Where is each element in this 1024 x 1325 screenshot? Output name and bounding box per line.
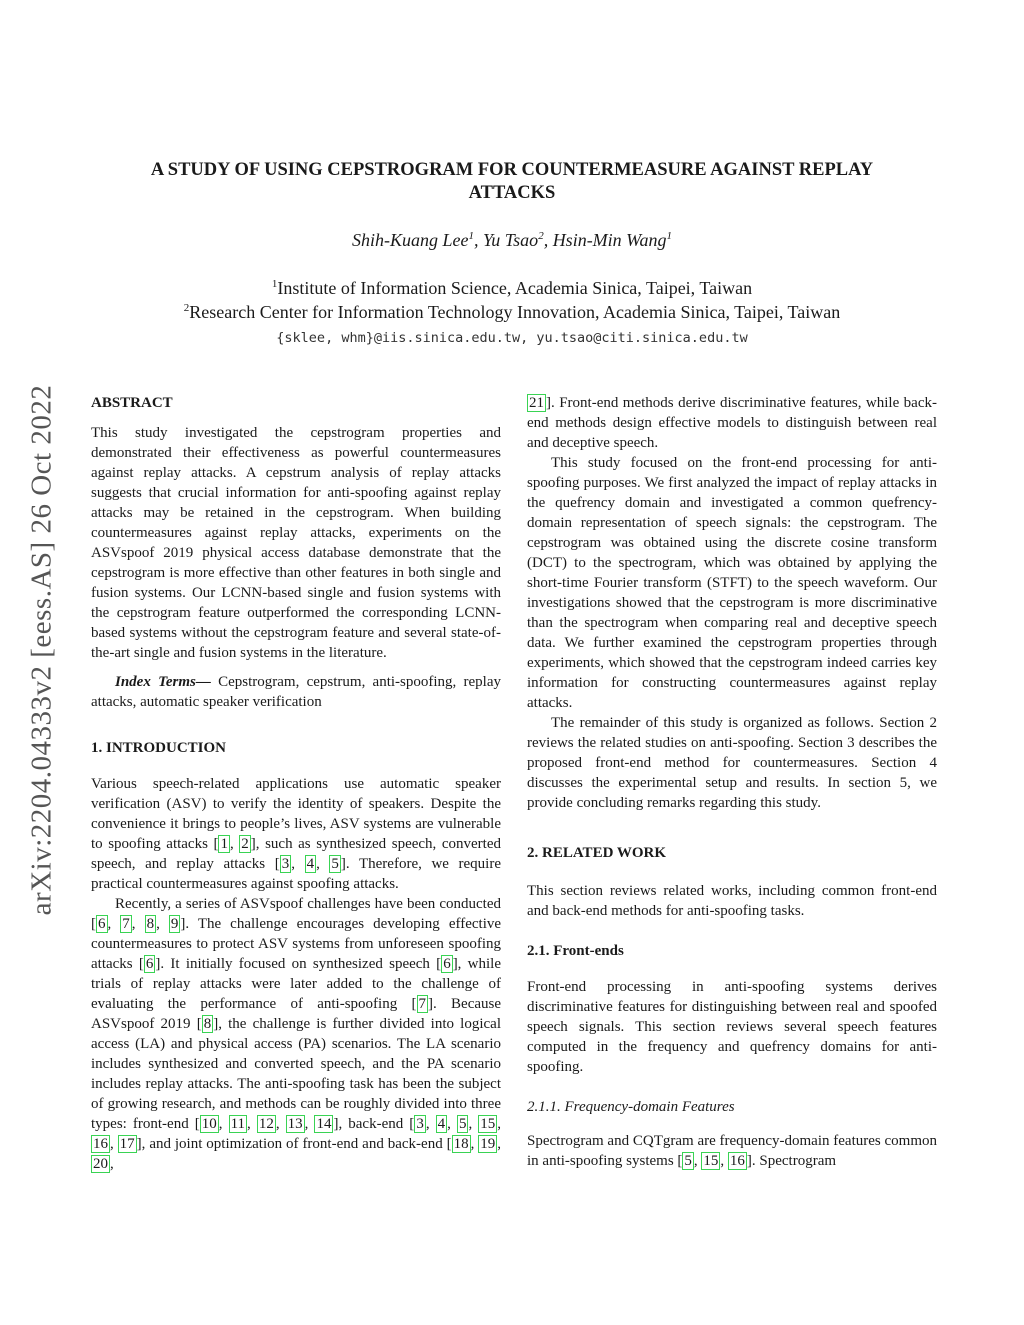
intro-paragraph-4: This study focused on the front-end processing for anti-spoofing purposes. We first analyzed the impact of replay attacks in the quefrency domain and investigated a common quefrency-domain representation of speech signals: the cepstrogram. The cepstrogram was obtained using the discrete cosine transform (DCT) to the spectrogram, which was obtained by applying the short-time Fourier transform (STFT) to the speech waveform. Our investigations showed that the cepstrogram is more discriminative than the spectrogram when comparing real and deceptive speech data. We further examined the cepstrogram properties through experiments, which showed that the cepstrogram indeed carries key information for constructing countermeasures against replay attacks.	[527, 455, 937, 711]
index-terms	[91, 672, 501, 712]
citation-link[interactable]: 10	[201, 1116, 217, 1132]
citation-link[interactable]: 6	[98, 916, 106, 932]
citation-link[interactable]: 15	[480, 1116, 496, 1132]
author-1: Shih-Kuang Lee	[351, 230, 469, 250]
citation-link[interactable]: 20	[93, 1156, 108, 1172]
intro-heading: 1. INTRODUCTION	[91, 740, 227, 756]
citation-link[interactable]: 19	[480, 1136, 496, 1152]
citation-link[interactable]: 1	[220, 836, 228, 852]
author-emails: {sklee, whm}@iis.sinica.edu.tw, yu.tsao@citi.sinica.edu.tw	[276, 330, 748, 346]
related-paragraph-2: Front-end processing in anti-spoofing systems derives discriminative features for distinguishing between real and spoofed speech signals. This section reviews several speech features computed in the frequency and quefrency domains for anti-spoofing.	[527, 979, 937, 1075]
citation-link[interactable]: 13	[287, 1116, 303, 1132]
citation-link[interactable]: 16	[729, 1153, 745, 1169]
citation-link[interactable]: 12	[258, 1116, 274, 1132]
citation-link[interactable]: 7	[122, 916, 130, 932]
affiliation-1-text: Institute of Information Science, Academia Sinica, Taipei, Taiwan	[277, 278, 753, 298]
citation-link[interactable]: 7	[418, 996, 426, 1012]
citation-link[interactable]: 5	[458, 1116, 467, 1132]
abstract-text: This study investigated the cepstrogram properties and demonstrated their effectiveness as powerful countermeasures against replay attacks. A cepstrum analysis of replay attacks suggests that crucial information for anti-spoofing against replay attacks may be retained in the cepstrogram. When building countermeasures against replay attacks, experiments on the ASVspoof 2019 physical access database demonstrate that the cepstrogram is more effective than other features in both single and fusion systems. Our LCNN-based single and fusion systems with the cepstrogram feature outperformed the corresponding LCNN-based systems without the cepstrogram feature and several state-of-the-art single and fusion systems in the literature.	[91, 425, 501, 661]
arxiv-sidebar	[22, 340, 62, 960]
citation-link[interactable]: 21	[529, 395, 544, 411]
citation-link[interactable]: 15	[703, 1153, 719, 1169]
frequency-features-heading: 2.1.1. Frequency-domain Features	[527, 1099, 735, 1115]
author-2: Yu Tsao	[482, 230, 539, 250]
citation-link[interactable]: 6	[443, 956, 451, 972]
front-ends-heading: 2.1. Front-ends	[527, 943, 624, 959]
arxiv-id: arXiv:2204.04333v2 [eess.AS] 26 Oct 2022	[25, 384, 58, 916]
abstract-heading: ABSTRACT	[91, 395, 173, 411]
intro-paragraph-2: Recently, a series of ASVspoof challenges have been conducted [ 6 , 7 , 8 , 9 ]. The challenge encourages developing effective countermeasures to protect ASV systems from unforeseen spoofing attacks [ 6 ]. It initially focused on synthesized speech [ 6 ], while trials of replay attacks were later added to the challenge of evaluating the performance of anti-spoofing [ 7 ]. Because ASVspoof 2019 [ 8 ], the challenge is further divided into logical access (LA) and physical access (PA) scenarios. The LA scenario includes synthesized and converted speech, and the PA scenario includes replay attacks. The anti-spoofing task has been the subject of growing research, and methods can be roughly divided into three types: front-end [ 10 , 11 , 12 , 13 , 14 ], back-end [ 3 , 4 , 5 , 15 , 16 , 17 ], and joint optimization of front-end and back-end [ 18 , 19 , 20 ,	[91, 896, 502, 1172]
citation-link[interactable]: 4	[437, 1116, 446, 1132]
title-line-2: ATTACKS	[468, 183, 556, 203]
intro-paragraph-5: The remainder of this study is organized as follows. Section 2 reviews the related studies on anti-spoofing. Section 3 describes the proposed front-end method for countermeasures. Section 4 discusses the experimental setup and results. In section 5, we provide concluding remarks regarding this study.	[527, 715, 937, 811]
affiliation-1: $^1$Institute of Information Science, Academia Sinica, Taipei, Taiwan	[271, 278, 753, 298]
affiliation-2: $^2$Research Center for Information Technology Innovation, Academia Sinica, Taipei, Taiwan	[183, 302, 841, 322]
related-paragraph-3: Spectrogram and CQTgram are frequency-domain features common in anti-spoofing systems [ 5 , 15 , 16 ]. Spectrogram	[527, 1133, 937, 1169]
citation-link[interactable]: 2	[241, 836, 249, 852]
related-work-heading: 2. RELATED WORK	[527, 845, 667, 861]
citation-link[interactable]: 18	[453, 1136, 469, 1152]
citation-link[interactable]: 4	[306, 856, 315, 872]
left-column	[91, 393, 501, 1174]
citation-link[interactable]: 11	[230, 1116, 246, 1132]
citation-link[interactable]: 8	[203, 1016, 212, 1032]
citation-link[interactable]: 14	[316, 1116, 332, 1132]
citation-link[interactable]: 5	[331, 856, 339, 872]
citation-link[interactable]: 6	[145, 956, 154, 972]
index-terms-text: Cepstrogram, cepstrum, anti-spoofing, replay attacks, automatic speaker verification	[91, 674, 502, 710]
intro-paragraph-1: Various speech-related applications use automatic speaker verification (ASV) to verify the identity of speakers. Despite the convenience it brings to people’s lives, ASV systems are vulnerable to spoofing attacks [ 1 , 2 ], such as synthesized speech, converted speech, and replay attacks [ 3 , 4 , 5 ]. Therefore, we require practical countermeasures against spoofing attacks.	[91, 776, 501, 892]
title-line-1: A STUDY OF USING CEPSTROGRAM FOR COUNTERMEASURE AGAINST REPLAY	[150, 160, 874, 180]
authors: Shih-Kuang Lee$^1$, Yu Tsao$^2$, Hsin-Min Wang$^1$	[351, 230, 673, 250]
citation-link[interactable]: 17	[119, 1136, 135, 1152]
intro-paragraph-3: 21 ]. Front-end methods derive discriminative features, while back-end methods design effective models to distinguish between real and deceptive speech.	[527, 395, 937, 451]
right-column	[527, 393, 937, 1171]
citation-link[interactable]: 3	[416, 1116, 424, 1132]
affiliation-2-text: Research Center for Information Technology Innovation, Academia Sinica, Taipei, Taiwan	[189, 302, 841, 322]
author-3: Hsin-Min Wang	[552, 230, 667, 250]
citation-link[interactable]: 9	[170, 916, 179, 932]
index-terms-label: Index Terms—	[115, 674, 211, 690]
citation-link[interactable]: 3	[281, 856, 290, 872]
citation-link[interactable]: 16	[93, 1136, 108, 1152]
citation-link[interactable]: 5	[684, 1153, 692, 1169]
citation-link[interactable]: 8	[146, 916, 155, 932]
related-paragraph-1: This section reviews related works, including common front-end and back-end methods for anti-spoofing tasks.	[527, 883, 937, 919]
paper-title	[92, 159, 932, 205]
